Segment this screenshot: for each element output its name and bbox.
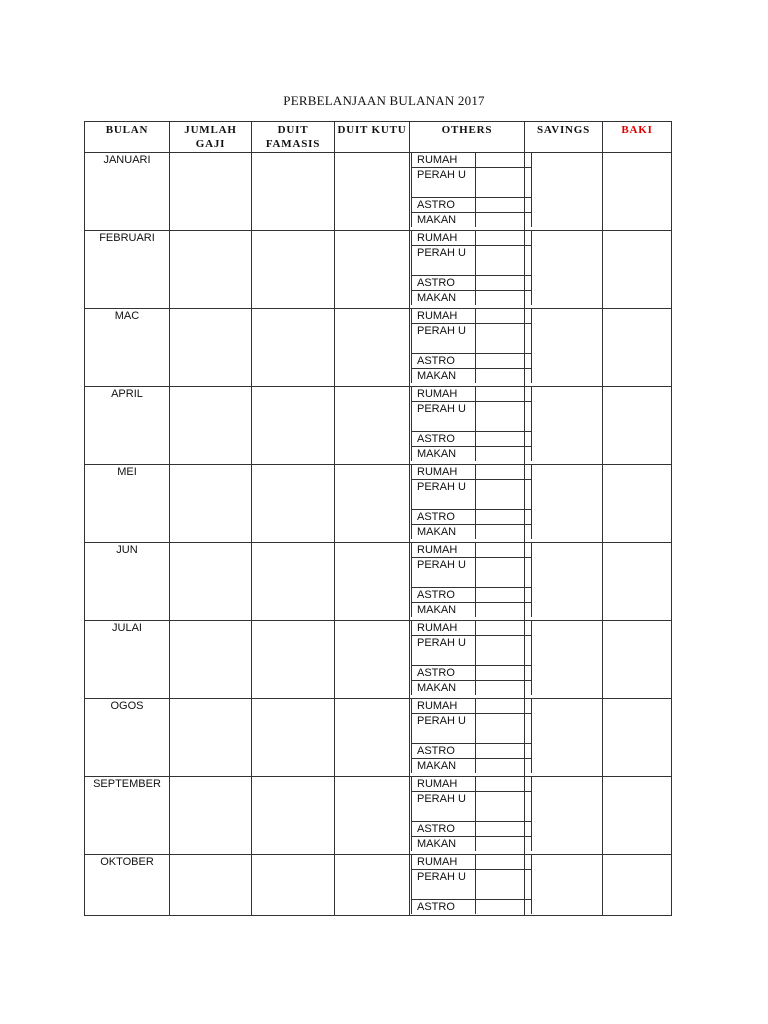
savings-cell[interactable] <box>525 699 603 777</box>
expense-table <box>84 121 672 916</box>
others-item-label: ASTRO <box>412 666 476 681</box>
others-item-label: RUMAH <box>412 153 476 168</box>
others-item-value[interactable] <box>476 231 532 246</box>
others-item-row <box>412 525 532 540</box>
others-cell <box>410 387 525 465</box>
others-item-label: RUMAH <box>412 543 476 558</box>
baki-cell[interactable] <box>603 855 672 916</box>
others-item-row <box>412 543 532 558</box>
others-item-row <box>412 387 532 402</box>
others-item-value[interactable] <box>476 369 532 384</box>
others-item-value[interactable] <box>476 402 532 432</box>
month-cell: JULAI <box>85 621 170 699</box>
others-item-label: MAKAN <box>412 681 476 696</box>
others-item-row <box>412 603 532 618</box>
others-item-label: RUMAH <box>412 231 476 246</box>
others-item-label: ASTRO <box>412 510 476 525</box>
duit-kutu-cell[interactable] <box>335 777 410 855</box>
others-item-label: PERAH U <box>412 714 476 744</box>
others-item-row <box>412 870 532 900</box>
duit-famasis-cell[interactable] <box>252 699 335 777</box>
duit-famasis-cell[interactable] <box>252 309 335 387</box>
month-cell: FEBRUARI <box>85 231 170 309</box>
others-item-label: MAKAN <box>412 447 476 462</box>
others-item-value[interactable] <box>476 510 532 525</box>
jumlah-gaji-cell[interactable] <box>170 465 252 543</box>
others-item-value[interactable] <box>476 636 532 666</box>
page-title: PERBELANJAAN BULANAN 2017 <box>283 93 485 108</box>
others-subtable <box>411 621 532 695</box>
baki-cell[interactable] <box>603 777 672 855</box>
others-item-value[interactable] <box>476 153 532 168</box>
jumlah-gaji-cell[interactable] <box>170 309 252 387</box>
others-item-value[interactable] <box>476 822 532 837</box>
savings-cell[interactable] <box>525 231 603 309</box>
table-row <box>85 309 672 387</box>
others-item-label: RUMAH <box>412 309 476 324</box>
others-item-row <box>412 168 532 198</box>
duit-kutu-cell[interactable] <box>335 153 410 231</box>
others-item-row <box>412 777 532 792</box>
others-item-row <box>412 465 532 480</box>
duit-kutu-cell[interactable] <box>335 621 410 699</box>
others-item-label: ASTRO <box>412 822 476 837</box>
others-item-value[interactable] <box>476 324 532 354</box>
others-cell <box>410 777 525 855</box>
others-item-value[interactable] <box>476 558 532 588</box>
duit-kutu-cell[interactable] <box>335 855 410 916</box>
jumlah-gaji-cell[interactable] <box>170 153 252 231</box>
others-item-value[interactable] <box>476 900 532 915</box>
others-item-row <box>412 246 532 276</box>
others-item-row <box>412 480 532 510</box>
others-subtable <box>411 231 532 305</box>
month-cell: APRIL <box>85 387 170 465</box>
month-cell: JUN <box>85 543 170 621</box>
others-item-value[interactable] <box>476 432 532 447</box>
others-item-label: PERAH U <box>412 636 476 666</box>
others-item-row <box>412 699 532 714</box>
others-item-row <box>412 198 532 213</box>
others-cell <box>410 699 525 777</box>
others-item-row <box>412 447 532 462</box>
others-subtable <box>411 543 532 617</box>
others-item-row <box>412 276 532 291</box>
duit-famasis-cell[interactable] <box>252 777 335 855</box>
baki-cell[interactable] <box>603 309 672 387</box>
others-item-value[interactable] <box>476 666 532 681</box>
others-item-label: PERAH U <box>412 402 476 432</box>
table-row <box>85 621 672 699</box>
duit-famasis-cell[interactable] <box>252 465 335 543</box>
others-item-row <box>412 855 532 870</box>
savings-cell[interactable] <box>525 309 603 387</box>
others-item-row <box>412 900 532 915</box>
others-item-value[interactable] <box>476 198 532 213</box>
others-cell <box>410 231 525 309</box>
others-item-row <box>412 822 532 837</box>
others-item-label: RUMAH <box>412 465 476 480</box>
others-item-row <box>412 636 532 666</box>
duit-famasis-cell[interactable] <box>252 231 335 309</box>
others-item-value[interactable] <box>476 525 532 540</box>
others-item-value[interactable] <box>476 309 532 324</box>
others-item-row <box>412 744 532 759</box>
jumlah-gaji-cell[interactable] <box>170 621 252 699</box>
others-item-value[interactable] <box>476 759 532 774</box>
others-item-row <box>412 213 532 228</box>
table-row <box>85 855 672 916</box>
others-item-label: MAKAN <box>412 603 476 618</box>
others-subtable <box>411 777 532 851</box>
others-item-value[interactable] <box>476 213 532 228</box>
savings-cell[interactable] <box>525 153 603 231</box>
others-item-row <box>412 759 532 774</box>
table-row <box>85 699 672 777</box>
others-item-label: MAKAN <box>412 759 476 774</box>
table-row <box>85 231 672 309</box>
others-item-label: RUMAH <box>412 777 476 792</box>
others-item-value[interactable] <box>476 276 532 291</box>
jumlah-gaji-cell[interactable] <box>170 387 252 465</box>
others-item-value[interactable] <box>476 168 532 198</box>
others-subtable <box>411 153 532 227</box>
others-item-label: ASTRO <box>412 198 476 213</box>
others-item-row <box>412 837 532 852</box>
duit-kutu-cell[interactable] <box>335 387 410 465</box>
header-jumlah-gaji: JUMLAH GAJI <box>170 122 252 153</box>
others-item-label: PERAH U <box>412 168 476 198</box>
others-item-value[interactable] <box>476 621 532 636</box>
others-item-row <box>412 324 532 354</box>
others-item-row <box>412 309 532 324</box>
others-item-label: ASTRO <box>412 432 476 447</box>
duit-famasis-cell[interactable] <box>252 153 335 231</box>
others-item-value[interactable] <box>476 744 532 759</box>
others-item-value[interactable] <box>476 480 532 510</box>
duit-kutu-cell[interactable] <box>335 231 410 309</box>
table-row <box>85 465 672 543</box>
duit-kutu-cell[interactable] <box>335 543 410 621</box>
others-item-row <box>412 432 532 447</box>
others-item-row <box>412 621 532 636</box>
others-item-value[interactable] <box>476 681 532 696</box>
duit-kutu-cell[interactable] <box>335 465 410 543</box>
others-item-label: MAKAN <box>412 837 476 852</box>
others-item-value[interactable] <box>476 543 532 558</box>
baki-cell[interactable] <box>603 153 672 231</box>
month-cell: OKTOBER <box>85 855 170 916</box>
header-savings: SAVINGS <box>525 122 603 153</box>
duit-famasis-cell[interactable] <box>252 621 335 699</box>
duit-famasis-cell[interactable] <box>252 855 335 916</box>
others-item-value[interactable] <box>476 792 532 822</box>
header-baki: BAKI <box>603 122 672 153</box>
duit-kutu-cell[interactable] <box>335 699 410 777</box>
others-item-value[interactable] <box>476 714 532 744</box>
others-item-row <box>412 369 532 384</box>
others-subtable <box>411 309 532 383</box>
jumlah-gaji-cell[interactable] <box>170 855 252 916</box>
others-item-value[interactable] <box>476 855 532 870</box>
others-cell <box>410 543 525 621</box>
others-item-label: PERAH U <box>412 246 476 276</box>
savings-cell[interactable] <box>525 543 603 621</box>
others-item-label: PERAH U <box>412 558 476 588</box>
baki-cell[interactable] <box>603 231 672 309</box>
others-item-label: PERAH U <box>412 870 476 900</box>
others-item-value[interactable] <box>476 387 532 402</box>
others-item-label: RUMAH <box>412 855 476 870</box>
others-item-value[interactable] <box>476 465 532 480</box>
savings-cell[interactable] <box>525 465 603 543</box>
header-others: OTHERS <box>410 122 525 153</box>
others-item-row <box>412 588 532 603</box>
others-item-label: ASTRO <box>412 354 476 369</box>
header-bulan: BULAN <box>85 122 170 153</box>
jumlah-gaji-cell[interactable] <box>170 699 252 777</box>
others-item-label: MAKAN <box>412 525 476 540</box>
baki-cell[interactable] <box>603 543 672 621</box>
others-item-value[interactable] <box>476 699 532 714</box>
others-item-row <box>412 714 532 744</box>
baki-cell[interactable] <box>603 621 672 699</box>
others-item-value[interactable] <box>476 588 532 603</box>
others-cell <box>410 465 525 543</box>
baki-cell[interactable] <box>603 465 672 543</box>
others-subtable <box>411 699 532 773</box>
others-item-row <box>412 402 532 432</box>
month-cell: JANUARI <box>85 153 170 231</box>
others-item-row <box>412 558 532 588</box>
others-item-label: MAKAN <box>412 291 476 306</box>
others-item-row <box>412 666 532 681</box>
savings-cell[interactable] <box>525 777 603 855</box>
table-row <box>85 543 672 621</box>
others-subtable <box>411 465 532 539</box>
others-item-row <box>412 681 532 696</box>
month-cell: SEPTEMBER <box>85 777 170 855</box>
others-item-value[interactable] <box>476 837 532 852</box>
jumlah-gaji-cell[interactable] <box>170 543 252 621</box>
others-item-label: ASTRO <box>412 276 476 291</box>
others-item-label: RUMAH <box>412 621 476 636</box>
others-item-label: MAKAN <box>412 213 476 228</box>
others-cell <box>410 309 525 387</box>
others-item-value[interactable] <box>476 447 532 462</box>
others-item-row <box>412 354 532 369</box>
table-row <box>85 387 672 465</box>
others-cell <box>410 153 525 231</box>
others-item-value[interactable] <box>476 246 532 276</box>
others-item-label: ASTRO <box>412 900 476 915</box>
others-item-row <box>412 291 532 306</box>
others-item-row <box>412 231 532 246</box>
others-item-value[interactable] <box>476 777 532 792</box>
others-cell <box>410 855 525 916</box>
header-duit-famasis: DUIT FAMASIS <box>252 122 335 153</box>
table-body <box>85 153 672 916</box>
others-item-label: RUMAH <box>412 387 476 402</box>
others-item-value[interactable] <box>476 354 532 369</box>
others-cell <box>410 621 525 699</box>
month-cell: MAC <box>85 309 170 387</box>
others-item-label: MAKAN <box>412 369 476 384</box>
jumlah-gaji-cell[interactable] <box>170 777 252 855</box>
others-item-row <box>412 792 532 822</box>
others-subtable <box>411 387 532 461</box>
others-item-value[interactable] <box>476 291 532 306</box>
others-item-label: ASTRO <box>412 588 476 603</box>
duit-kutu-cell[interactable] <box>335 309 410 387</box>
duit-famasis-cell[interactable] <box>252 543 335 621</box>
table-row <box>85 153 672 231</box>
baki-cell[interactable] <box>603 699 672 777</box>
header-row <box>85 122 672 153</box>
month-cell: MEI <box>85 465 170 543</box>
jumlah-gaji-cell[interactable] <box>170 231 252 309</box>
others-item-value[interactable] <box>476 870 532 900</box>
others-item-label: ASTRO <box>412 744 476 759</box>
table-row <box>85 777 672 855</box>
savings-cell[interactable] <box>525 621 603 699</box>
header-duit-kutu: DUIT KUTU <box>335 122 410 153</box>
duit-famasis-cell[interactable] <box>252 387 335 465</box>
savings-cell[interactable] <box>525 387 603 465</box>
month-cell: OGOS <box>85 699 170 777</box>
others-item-row <box>412 510 532 525</box>
others-item-value[interactable] <box>476 603 532 618</box>
others-item-label: PERAH U <box>412 480 476 510</box>
others-item-row <box>412 153 532 168</box>
others-item-label: RUMAH <box>412 699 476 714</box>
others-item-label: PERAH U <box>412 324 476 354</box>
others-item-label: PERAH U <box>412 792 476 822</box>
others-subtable <box>411 855 532 914</box>
baki-cell[interactable] <box>603 387 672 465</box>
savings-cell[interactable] <box>525 855 603 916</box>
